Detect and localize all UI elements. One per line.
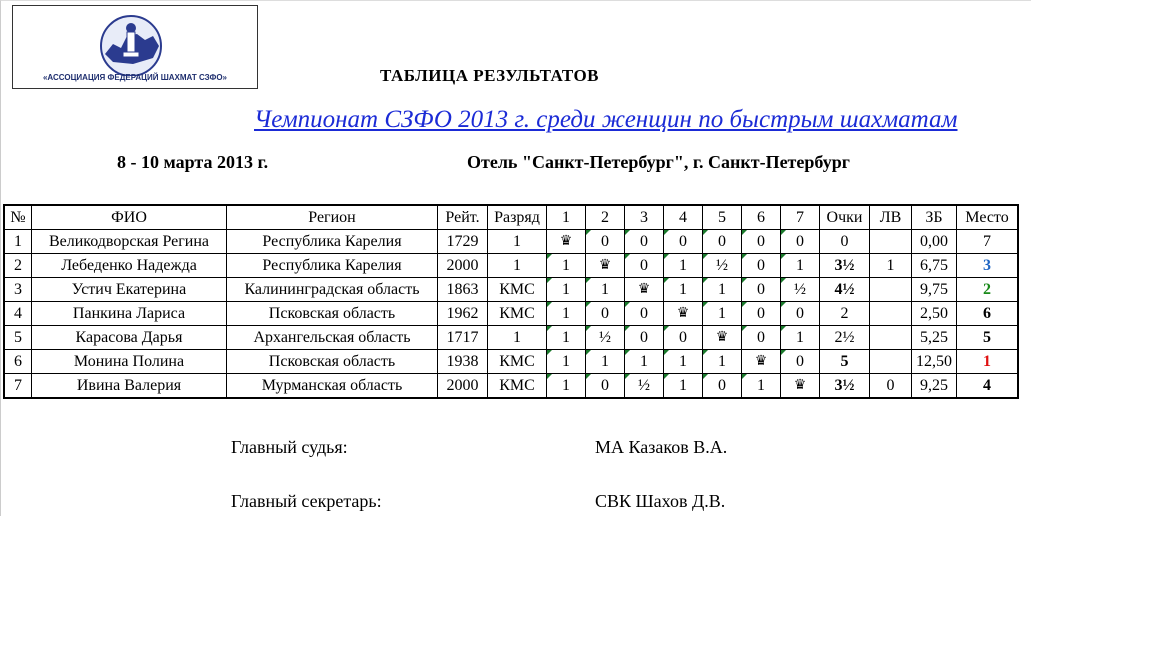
table-row	[4, 302, 1018, 326]
round-5-result-cell: 1	[703, 350, 742, 374]
points-cell: 2½	[820, 326, 870, 350]
player-name-cell: Лебеденко Надежда	[32, 254, 227, 278]
col-header-region: Регион	[227, 205, 438, 230]
logo-text: «АССОЦИАЦИЯ ФЕДЕРАЦИЙ ШАХМАТ СЗФО»	[42, 73, 227, 82]
region-cell: Республика Карелия	[227, 230, 438, 254]
region-cell: Псковская область	[227, 350, 438, 374]
lv-cell	[870, 326, 912, 350]
region-cell: Республика Карелия	[227, 254, 438, 278]
row-number-cell: 7	[4, 374, 32, 399]
round-7-result-cell: ½	[781, 278, 820, 302]
self-game-queen-icon: ♛	[664, 302, 703, 326]
place-cell: 6	[957, 302, 1019, 326]
round-5-result-cell: 0	[703, 230, 742, 254]
points-cell: 0	[820, 230, 870, 254]
row-number-cell: 3	[4, 278, 32, 302]
zb-cell: 5,25	[912, 326, 957, 350]
player-name-cell: Карасова Дарья	[32, 326, 227, 350]
results-table-body	[4, 230, 1018, 399]
association-logo	[12, 5, 258, 89]
player-name-cell: Устич Екатерина	[32, 278, 227, 302]
row-number-cell: 2	[4, 254, 32, 278]
chief-secretary-name: СВК Шахов Д.В.	[595, 491, 726, 511]
self-game-queen-icon: ♛	[742, 350, 781, 374]
region-cell: Псковская область	[227, 302, 438, 326]
table-row	[4, 350, 1018, 374]
rank-cell: КМС	[488, 302, 547, 326]
round-5-result-cell: 0	[703, 374, 742, 399]
round-6-result-cell: 1	[742, 374, 781, 399]
round-7-result-cell: 0	[781, 350, 820, 374]
round-3-result-cell: ½	[625, 374, 664, 399]
chief-judge-name: МА Казаков В.А.	[595, 437, 728, 457]
zb-cell: 12,50	[912, 350, 957, 374]
col-header-rank: Разряд	[488, 205, 547, 230]
rating-cell: 1938	[438, 350, 488, 374]
round-3-result-cell: 0	[625, 326, 664, 350]
table-row	[4, 278, 1018, 302]
round-1-result-cell: 1	[547, 326, 586, 350]
col-header-round-5: 5	[703, 205, 742, 230]
page-title: ТАБЛИЦА РЕЗУЛЬТАТОВ	[380, 66, 600, 85]
row-number-cell: 4	[4, 302, 32, 326]
zb-cell: 6,75	[912, 254, 957, 278]
lv-cell	[870, 230, 912, 254]
row-number-cell: 1	[4, 230, 32, 254]
points-cell: 3½	[820, 374, 870, 399]
zb-cell: 9,25	[912, 374, 957, 399]
self-game-queen-icon: ♛	[547, 230, 586, 254]
lv-cell: 1	[870, 254, 912, 278]
col-header-round-4: 4	[664, 205, 703, 230]
table-row	[4, 326, 1018, 350]
col-header-round-6: 6	[742, 205, 781, 230]
round-2-result-cell: 1	[586, 350, 625, 374]
round-5-result-cell: ½	[703, 254, 742, 278]
self-game-queen-icon: ♛	[703, 326, 742, 350]
col-header-round-2: 2	[586, 205, 625, 230]
round-2-result-cell: 0	[586, 374, 625, 399]
round-4-result-cell: 1	[664, 374, 703, 399]
col-header-round-3: 3	[625, 205, 664, 230]
round-5-result-cell: 1	[703, 278, 742, 302]
place-cell: 3	[957, 254, 1019, 278]
region-cell: Калининградская область	[227, 278, 438, 302]
round-6-result-cell: 0	[742, 326, 781, 350]
rating-cell: 1717	[438, 326, 488, 350]
col-header-place: Место	[957, 205, 1019, 230]
lv-cell	[870, 350, 912, 374]
rank-cell: 1	[488, 230, 547, 254]
place-cell: 4	[957, 374, 1019, 399]
rating-cell: 1863	[438, 278, 488, 302]
col-header-zb: ЗБ	[912, 205, 957, 230]
round-7-result-cell: 0	[781, 302, 820, 326]
round-1-result-cell: 1	[547, 278, 586, 302]
round-6-result-cell: 0	[742, 278, 781, 302]
round-1-result-cell: 1	[547, 254, 586, 278]
zb-cell: 2,50	[912, 302, 957, 326]
col-header-round-1: 1	[547, 205, 586, 230]
row-number-cell: 6	[4, 350, 32, 374]
place-cell: 5	[957, 326, 1019, 350]
points-cell: 2	[820, 302, 870, 326]
round-4-result-cell: 1	[664, 278, 703, 302]
lv-cell	[870, 302, 912, 326]
zb-cell: 0,00	[912, 230, 957, 254]
points-cell: 5	[820, 350, 870, 374]
round-2-result-cell: ½	[586, 326, 625, 350]
self-game-queen-icon: ♛	[625, 278, 664, 302]
round-2-result-cell: 0	[586, 302, 625, 326]
rank-cell: 1	[488, 254, 547, 278]
round-6-result-cell: 0	[742, 302, 781, 326]
rank-cell: КМС	[488, 350, 547, 374]
round-5-result-cell: 1	[703, 302, 742, 326]
round-4-result-cell: 1	[664, 350, 703, 374]
round-7-result-cell: 0	[781, 230, 820, 254]
round-3-result-cell: 0	[625, 254, 664, 278]
round-4-result-cell: 0	[664, 230, 703, 254]
rating-cell: 1962	[438, 302, 488, 326]
round-3-result-cell: 0	[625, 230, 664, 254]
place-cell: 2	[957, 278, 1019, 302]
rating-cell: 1729	[438, 230, 488, 254]
results-table	[3, 204, 1019, 399]
col-header-lv: ЛВ	[870, 205, 912, 230]
round-1-result-cell: 1	[547, 350, 586, 374]
rank-cell: КМС	[488, 278, 547, 302]
rank-cell: КМС	[488, 374, 547, 399]
table-row	[4, 254, 1018, 278]
chief-secretary-label: Главный секретарь:	[231, 491, 382, 511]
col-header-number: №	[4, 205, 32, 230]
self-game-queen-icon: ♛	[586, 254, 625, 278]
round-4-result-cell: 1	[664, 254, 703, 278]
round-1-result-cell: 1	[547, 302, 586, 326]
round-2-result-cell: 1	[586, 278, 625, 302]
rating-cell: 2000	[438, 374, 488, 399]
round-7-result-cell: 1	[781, 326, 820, 350]
round-1-result-cell: 1	[547, 374, 586, 399]
event-venue: Отель "Санкт-Петербург", г. Санкт-Петербург	[467, 152, 850, 172]
table-row	[4, 374, 1018, 399]
round-6-result-cell: 0	[742, 254, 781, 278]
player-name-cell: Панкина Лариса	[32, 302, 227, 326]
logo-emblem-icon	[13, 6, 257, 76]
rating-cell: 2000	[438, 254, 488, 278]
region-cell: Архангельская область	[227, 326, 438, 350]
event-dates: 8 - 10 марта 2013 г.	[117, 152, 269, 172]
lv-cell: 0	[870, 374, 912, 399]
self-game-queen-icon: ♛	[781, 374, 820, 399]
championship-subtitle: Чемпионат СЗФО 2013 г. среди женщин по быстрым шахматам	[254, 106, 958, 133]
place-cell: 1	[957, 350, 1019, 374]
round-7-result-cell: 1	[781, 254, 820, 278]
player-name-cell: Монина Полина	[32, 350, 227, 374]
points-cell: 3½	[820, 254, 870, 278]
round-6-result-cell: 0	[742, 230, 781, 254]
round-4-result-cell: 0	[664, 326, 703, 350]
place-cell: 7	[957, 230, 1019, 254]
round-2-result-cell: 0	[586, 230, 625, 254]
table-row	[4, 230, 1018, 254]
player-name-cell: Великодворская Регина	[32, 230, 227, 254]
chief-judge-label: Главный судья:	[231, 437, 348, 457]
points-cell: 4½	[820, 278, 870, 302]
player-name-cell: Ивина Валерия	[32, 374, 227, 399]
col-header-points: Очки	[820, 205, 870, 230]
table-header-row	[4, 205, 1018, 230]
col-header-round-7: 7	[781, 205, 820, 230]
lv-cell	[870, 278, 912, 302]
zb-cell: 9,75	[912, 278, 957, 302]
col-header-name: ФИО	[32, 205, 227, 230]
col-header-rating: Рейт.	[438, 205, 488, 230]
row-number-cell: 5	[4, 326, 32, 350]
region-cell: Мурманская область	[227, 374, 438, 399]
round-3-result-cell: 0	[625, 302, 664, 326]
round-3-result-cell: 1	[625, 350, 664, 374]
rank-cell: 1	[488, 326, 547, 350]
